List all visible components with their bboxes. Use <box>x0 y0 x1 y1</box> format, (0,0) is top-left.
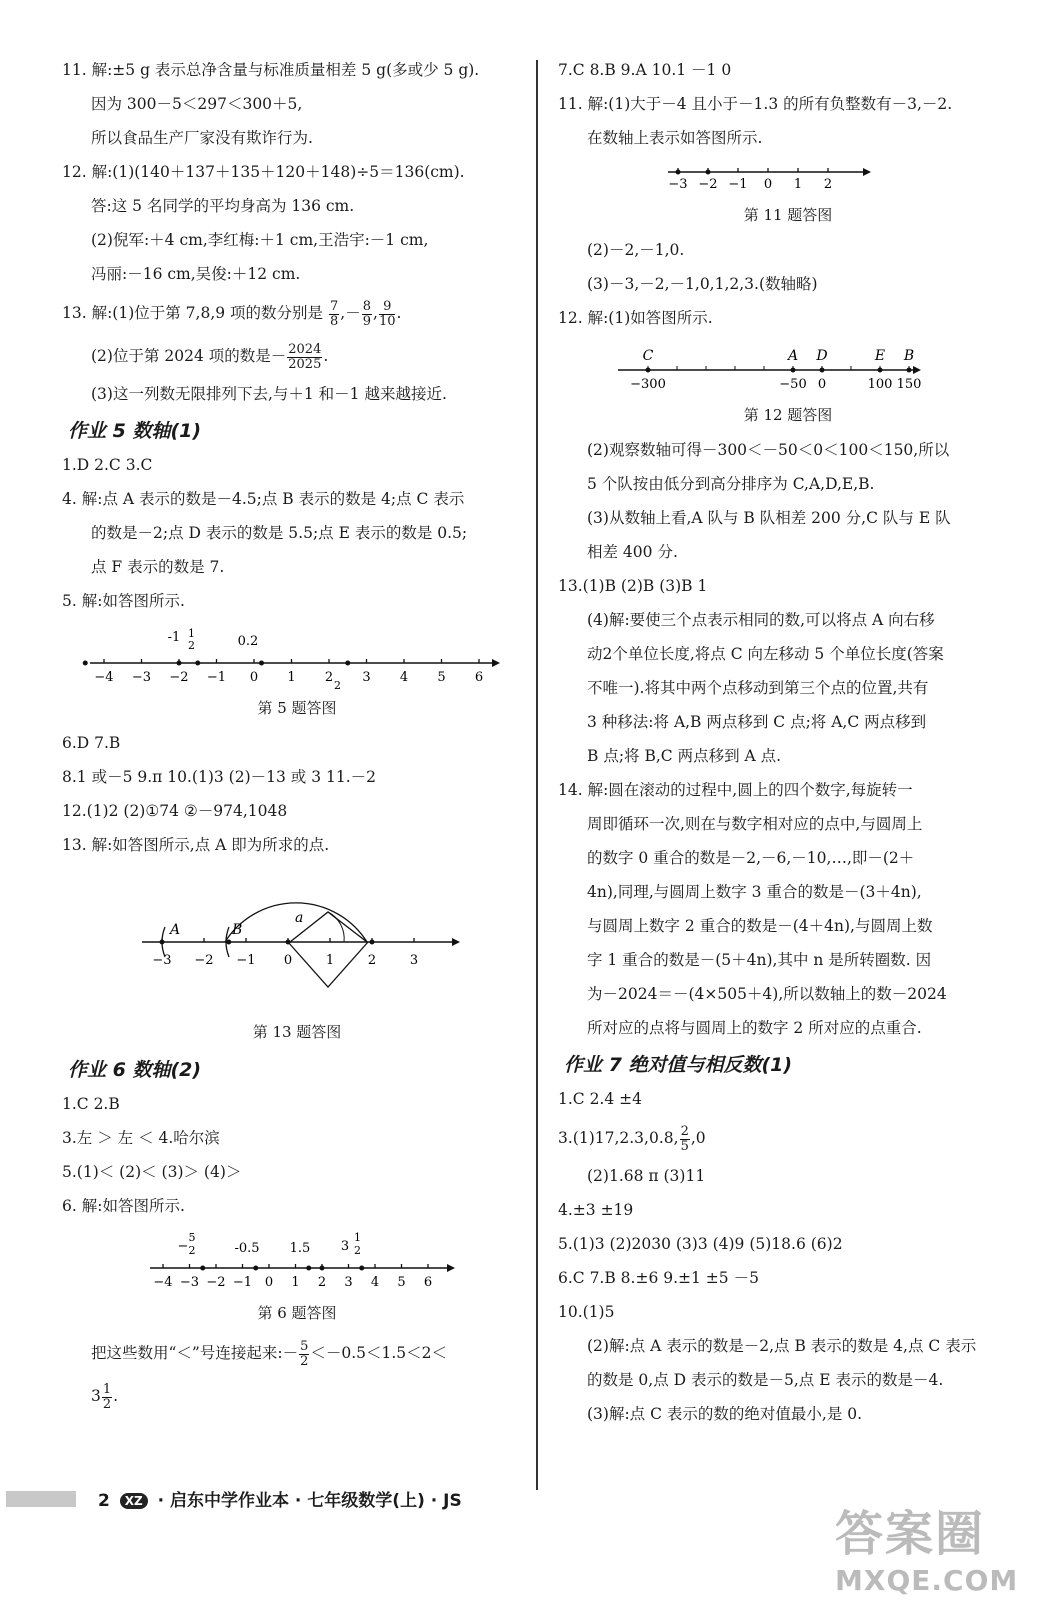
footer-title: · 启东中学作业本 · 七年级数学(上) · JS <box>157 1491 462 1511</box>
q11-line2: 因为 300－5＜297＜300＋5, <box>91 95 303 113</box>
r-q14-line7: 为－2024＝－(4×505＋4),所以数轴上的数－2024 <box>587 985 947 1003</box>
watermark-line2: MXQE.COM <box>835 1564 1019 1597</box>
r-q12b-line4: 相差 400 分. <box>587 543 678 561</box>
score-label: −50 <box>779 377 807 392</box>
r-q11b-line2: (3)－3,－2,－1,0,1,2,3.(数轴略) <box>587 275 818 293</box>
denominator: 2 <box>300 1353 309 1369</box>
fig6-half-den: 2 <box>354 1244 361 1257</box>
q13-prefix: 13. 解:(1)位于第 7,8,9 项的数分别是 <box>62 304 324 322</box>
tick-label: −3 <box>179 1275 200 1290</box>
tick-label: −3 <box>668 177 688 192</box>
s7-line5: 5.(1)3 (2)2030 (3)3 (4)9 (5)18.6 (6)2 <box>558 1235 843 1253</box>
point-dot <box>83 661 88 666</box>
tick-label: 5 <box>397 1275 406 1290</box>
denominator: 2 <box>102 1396 112 1412</box>
s6-connect-suffix: ＜－0.5＜1.5＜2＜ <box>310 1344 448 1362</box>
point-dot <box>676 170 681 175</box>
q12-line3: (2)倪军:＋4 cm,李红梅:＋1 cm,王浩宇:－1 cm, <box>91 231 429 249</box>
tick-label: 2 <box>823 177 833 192</box>
fig5-label-2-half: 2 <box>334 679 341 692</box>
r-q14-line5: 与圆周上数字 2 重合的数是－(4＋4n),与圆周上数 <box>587 917 933 935</box>
tick-label: −4 <box>94 670 114 685</box>
fig5-label-frac-num: 1 <box>188 627 195 640</box>
q13-line1: 13. 解:(1)位于第 7,8,9 项的数分别是 $\frac{7}{8}$ ,－ $\frac{8}{9}$ , $\frac{9}{10}$ . <box>62 298 402 329</box>
s7-line3 <box>558 1121 1018 1155</box>
point-dot <box>791 368 796 373</box>
score-label: −300 <box>630 377 666 392</box>
numerator: 5 <box>300 1338 309 1354</box>
s6-line5: 5.(1)＜ (2)＜ (3)＞ (4)＞ <box>62 1163 242 1181</box>
r-q11-line2: 在数轴上表示如答图所示. <box>587 129 763 147</box>
numerator: 1 <box>102 1381 112 1397</box>
tick-label: −1 <box>236 953 256 968</box>
tick-label: −1 <box>206 670 227 685</box>
point-dot <box>306 1266 311 1271</box>
point-dot <box>646 368 651 373</box>
tick-label: 0 <box>249 670 259 685</box>
r-q13-line3: 动2个单位长度,将点 C 向左移动 5 个单位长度(答案 <box>587 645 944 663</box>
s7-line3-suffix: ,0 <box>690 1129 706 1147</box>
tick-label: 3 <box>344 1275 353 1290</box>
q12-line1: 12. 解:(1)(140＋137＋135＋120＋148)÷5＝136(cm). <box>62 163 465 181</box>
section-title-7: 作业 7 绝对值与相反数(1) <box>564 1054 793 1076</box>
tick-label: −1 <box>232 1275 253 1290</box>
s5-line6: 6.D 7.B <box>62 734 121 752</box>
s7-q10-line1: (2)解:点 A 表示的数是－2,点 B 表示的数是 4,点 C 表示 <box>587 1337 977 1355</box>
r-q12b-line2: 5 个队按由低分到高分排序为 C,A,D,E,B. <box>587 475 875 493</box>
tick-label: 3 <box>362 670 371 685</box>
fig13-side-a-label: a <box>295 910 304 926</box>
axis-arrow <box>452 938 460 946</box>
section-title-6: 作业 6 数轴(2) <box>68 1059 202 1081</box>
s5-q4-line1: 4. 解:点 A 表示的数是－4.5;点 B 表示的数是 4;点 C 表示 <box>62 490 465 508</box>
s6-line3: 3.左 ＞ 左 ＜ 4.哈尔滨 <box>62 1129 220 1147</box>
fig5-number-line <box>62 623 532 693</box>
point-dot <box>345 661 350 666</box>
fig5-caption: 第 5 题答图 <box>257 699 337 717</box>
score-label: 100 <box>867 377 893 392</box>
point-dot <box>195 661 200 666</box>
axis-arrow <box>863 168 871 176</box>
fraction <box>329 300 339 329</box>
denominator: 8 <box>330 313 339 329</box>
numerator: 2 <box>680 1123 689 1139</box>
tick-label: 0 <box>283 953 293 968</box>
xz-badge: XZ <box>120 1493 148 1509</box>
point-dot <box>259 661 264 666</box>
point-dot <box>177 661 182 666</box>
point-dot <box>226 940 231 945</box>
point-dot <box>359 1266 364 1271</box>
tick-label: 1 <box>793 177 803 192</box>
fig6-label-neg0-5: -0.5 <box>234 1241 260 1256</box>
s6-connect-prefix: 把这些数用“＜”号连接起来:－ <box>91 1344 299 1362</box>
denominator: 5 <box>680 1138 689 1154</box>
r-q13-line5: 3 种移法:将 A,B 两点移到 C 点;将 A,C 两点移到 <box>587 713 927 731</box>
s7-q10-line3: (3)解:点 C 表示的数的绝对值最小,是 0. <box>587 1405 863 1423</box>
numerator: 2024 <box>288 341 322 357</box>
s6-q6: 6. 解:如答图所示. <box>62 1197 185 1215</box>
axis-arrow <box>913 366 921 374</box>
tick-label: 0 <box>763 177 773 192</box>
point-dot <box>200 1266 205 1271</box>
tick-label: 1 <box>291 1275 300 1290</box>
axis-arrow <box>447 1264 455 1272</box>
fig13-caption: 第 13 题答图 <box>252 1023 342 1041</box>
page-number: 2 <box>98 1491 110 1511</box>
fraction <box>379 300 396 329</box>
s6-connect-line <box>62 1336 532 1370</box>
r-q12: 12. 解:(1)如答图所示. <box>558 309 713 327</box>
fraction <box>362 300 372 329</box>
s7-line4: 4.±3 ±19 <box>558 1201 634 1219</box>
r-q14-line8: 所对应的点将与圆周上的数字 2 所对应的点重合. <box>587 1019 922 1037</box>
team-label: E <box>874 348 886 364</box>
s7-q10-line2: 的数是 0,点 D 表示的数是－5,点 E 表示的数是－4. <box>587 1371 944 1389</box>
point-dot <box>370 940 375 945</box>
fig6-frac-den: 2 <box>188 1244 196 1257</box>
s5-line1: 1.D 2.C 3.C <box>62 456 153 474</box>
tick-label: −1 <box>728 177 748 192</box>
tick-label: 3 <box>409 953 419 968</box>
tick-label: 6 <box>423 1275 433 1290</box>
fraction <box>680 1125 690 1154</box>
point-dot <box>907 368 912 373</box>
numerator: 8 <box>362 298 371 314</box>
q13-2-prefix: (2)位于第 2024 项的数是－ <box>91 347 287 365</box>
fig5-label-0-2: 0.2 <box>237 634 259 649</box>
s7-line10: 10.(1)5 <box>558 1303 615 1321</box>
tick-label: −4 <box>153 1275 173 1290</box>
point-dot <box>878 368 883 373</box>
s5-q4-line2: 的数是－2;点 D 表示的数是 5.5;点 E 表示的数是 0.5; <box>91 524 468 542</box>
r-q14-line1: 14. 解:圆在滚动的过程中,圆上的四个数字,每旋转一 <box>558 781 913 799</box>
q13-line3: (3)这一列数无限排列下去,与＋1 和－1 越来越接近. <box>91 385 447 403</box>
s5-line8: 8.1 或－5 9.π 10.(1)3 (2)－13 或 3 11.－2 <box>62 768 376 786</box>
fig6-label-3: 3 <box>340 1239 350 1254</box>
tick-label: 0 <box>264 1275 274 1290</box>
tick-label: 2 <box>324 670 334 685</box>
r-q11-line1: 11. 解:(1)大于－4 且小于－1.3 的所有负整数有－3,－2. <box>558 95 953 113</box>
fig6-number-line <box>62 1228 532 1298</box>
watermark-line1: 答案圈 <box>835 1506 986 1562</box>
point-dot <box>320 1266 325 1271</box>
s7-line1: 1.C 2.4 ±4 <box>558 1090 643 1108</box>
r-q11b-line1: (2)－2,－1,0. <box>587 241 685 259</box>
tick-label: 2 <box>317 1275 327 1290</box>
r-q14-line6: 字 1 重合的数是－(5＋4n),其中 n 是所转圈数. 因 <box>587 951 932 969</box>
tick-label: 6 <box>474 670 484 685</box>
r-q13-line4: 不唯一).将其中两个点移动到第三个点的位置,共有 <box>587 679 929 697</box>
r-q14-line3: 的数字 0 重合的数是－2,－6,－10,…,即－(2＋ <box>587 849 915 867</box>
q12-block <box>62 160 532 287</box>
tick-label: 4 <box>370 1275 380 1290</box>
axis-arrow <box>492 659 500 667</box>
point-dot <box>253 1266 258 1271</box>
fig5-label-frac-den: 2 <box>188 639 195 652</box>
numerator: 7 <box>330 298 339 314</box>
tick-label: −3 <box>152 953 172 968</box>
tick-label: −2 <box>169 670 189 685</box>
tick-label: 5 <box>437 670 446 685</box>
q13-line2: (2)位于第 2024 项的数是－ $\frac{2024}{2025}$ . <box>91 341 329 372</box>
tick-label: 1 <box>287 670 296 685</box>
fraction <box>299 1340 309 1369</box>
q12-line2: 答:这 5 名同学的平均身高为 136 cm. <box>91 197 355 215</box>
s7-line3b: (2)1.68 π (3)11 <box>587 1167 706 1185</box>
fig6-label-1-5: 1.5 <box>289 1241 311 1256</box>
r-q13-line6: B 点;将 B,C 两点移到 A 点. <box>587 747 782 765</box>
numerator: 9 <box>379 300 396 315</box>
r-q12b-line1: (2)观察数轴可得－300＜－50＜0＜100＜150,所以 <box>587 441 950 459</box>
fig13-construction <box>62 867 532 1017</box>
right-column <box>558 58 1018 1436</box>
watermark <box>835 1495 1035 1595</box>
fig6-half-num: 1 <box>354 1231 361 1244</box>
tick-label: −2 <box>698 177 718 192</box>
q12-line4: 冯丽:－16 cm,吴俊:＋12 cm. <box>91 265 301 283</box>
s5-q4-line3: 点 F 表示的数是 7. <box>91 558 225 576</box>
tick-label: 4 <box>399 670 409 685</box>
tick-label: −2 <box>206 1275 226 1290</box>
fig6-minus: − <box>177 1239 189 1254</box>
fig13-point-b-label: B <box>232 922 243 938</box>
denominator: 9 <box>362 313 371 329</box>
fig11-number-line <box>558 160 1018 200</box>
r-q14-line2: 周即循环一次,则在与数字相对应的点中,与圆周上 <box>587 815 923 833</box>
point-dot <box>706 170 711 175</box>
r-q14-line4: 4n),同理,与圆周上数字 3 重合的数是－(3＋4n), <box>587 883 922 901</box>
footer-text <box>98 1486 462 1511</box>
q11-block <box>62 58 532 151</box>
fig11-caption: 第 11 题答图 <box>743 206 833 224</box>
s5-q13: 13. 解:如答图所示,点 A 即为所求的点. <box>62 836 330 854</box>
q11-line1: 11. 解:±5 g 表示总净含量与标准质量相差 5 g(多或少 5 g). <box>62 61 480 79</box>
r-line7: 7.C 8.B 9.A 10.1 －1 0 <box>558 61 732 79</box>
fig13-point-a-label: A <box>170 922 181 938</box>
tick-label: −3 <box>131 670 152 685</box>
team-label: A <box>787 348 799 364</box>
team-label: D <box>816 348 828 364</box>
fraction <box>287 343 322 372</box>
r-q12b-line3: (3)从数轴上看,A 队与 B 队相差 200 分,C 队与 E 队 <box>587 509 951 527</box>
s7-line3-prefix: 3.(1)17,2.3,0.8, <box>558 1129 679 1147</box>
fig12-number-line <box>558 340 1018 400</box>
tick-label: −2 <box>194 953 214 968</box>
fig6-caption: 第 6 题答图 <box>257 1304 337 1322</box>
footer-gray-bar <box>6 1491 76 1507</box>
section-title-5: 作业 5 数轴(1) <box>68 420 202 442</box>
fraction <box>102 1383 112 1412</box>
fig5-label-neg1half: -1 <box>167 630 181 645</box>
fig6-frac-num: 5 <box>188 1231 196 1244</box>
q11-line3: 所以食品生产厂家没有欺诈行为. <box>91 129 313 147</box>
s5-line12: 12.(1)2 (2)①74 ②－974,1048 <box>62 802 288 820</box>
denominator: 10 <box>378 313 396 329</box>
denominator: 2025 <box>288 356 322 372</box>
s6-last-whole: 3 <box>91 1387 101 1405</box>
tick-label: 2 <box>367 953 377 968</box>
s6-line1: 1.C 2.B <box>62 1095 120 1113</box>
s7-line6: 6.C 7.B 8.±6 9.±1 ±5 －5 <box>558 1269 759 1287</box>
point-dot <box>820 368 825 373</box>
team-label: B <box>903 348 915 364</box>
fig12-caption: 第 12 题答图 <box>743 406 833 424</box>
r-q13-line1: 13.(1)B (2)B (3)B 1 <box>558 577 708 595</box>
s5-q5: 5. 解:如答图所示. <box>62 592 185 610</box>
score-label: 0 <box>817 377 827 392</box>
team-label: C <box>642 348 654 364</box>
left-column <box>62 58 532 1422</box>
column-divider <box>536 60 538 1490</box>
tick-label: 1 <box>325 953 335 968</box>
score-label: 150 <box>896 377 922 392</box>
r-q13-line2: (4)解:要使三个点表示相同的数,可以将点 A 向右移 <box>587 611 935 629</box>
s6-last-line: 3 $\frac{1}{2}$ . <box>91 1381 119 1412</box>
